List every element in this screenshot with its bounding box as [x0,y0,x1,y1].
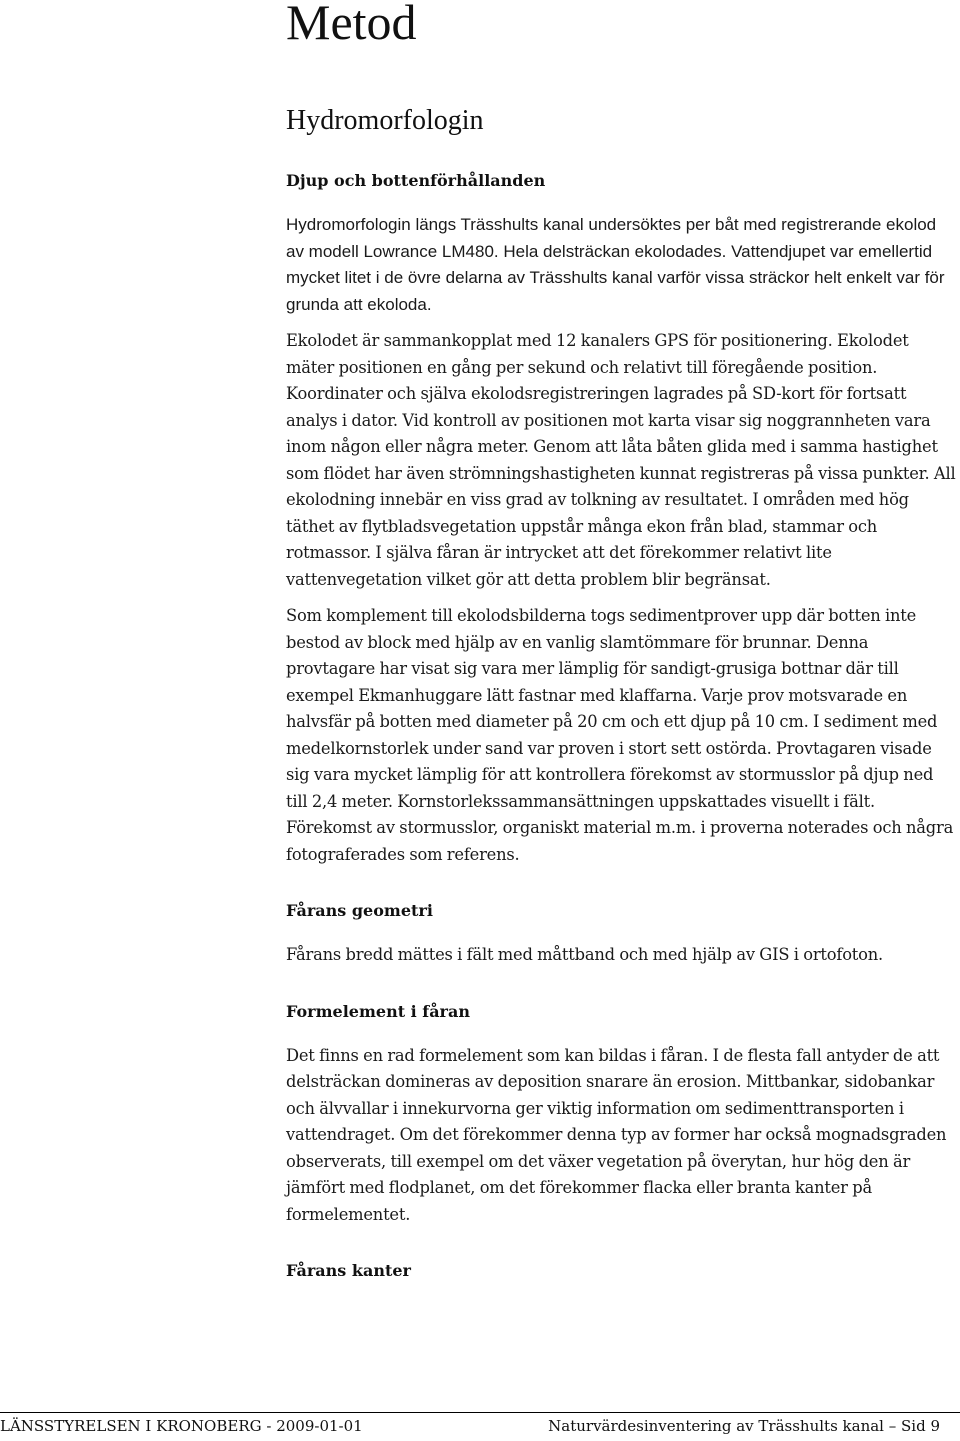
paragraph: Hydromorfologin längs Trässhults kanal undersöktes per båt med registrerande ekolod av modell Lowrance LM480. Hela delsträckan ekolodades. Vattendjupet var emellertid mycket litet i de övre delarna av Trässhults kanal varför vissa sträckor helt enkelt var för grunda att ekoloda. [286,215,945,314]
paragraph: Fårans bredd mättes i fält med måttband och med hjälp av GIS i ortofoton. [286,945,884,964]
subsection-heading: Djup och bottenförhållanden [286,171,546,190]
section-title: Hydromorfologin [286,105,484,136]
paragraph: Ekolodet är sammankopplat med 12 kanalers GPS för positionering. Ekolodet mäter positionen en gång per sekund och relativt till föregående position. Koordinater och själva ekolodsregistreringen lagrades på SD-kort för fortsatt analys i dator. Vid kontroll av positionen mot karta visar sig noggrannheten vara inom någon eller några meter. Genom att låta båten glida med i samma hastighet som flödet har även strömningshastigheten kunnat registreras på vissa punkter. All ekolodning innebär en viss grad av tolkning av resultatet. I områden med hög täthet av flytbladsvegetation uppstår många ekon från blad, stammar och rotmassor. I själva fåran är intrycket att det förekommer relativt lite vattenvegetation vilket gör att detta problem blir begränsat. [286,331,956,589]
page-title: Metod [286,0,417,50]
subsection-channel-banks [286,1258,958,1284]
paragraph: Som komplement till ekolodsbilderna togs sedimentprover upp där botten inte bestod av block med hjälp av en vanlig slamtömmare för brunnar. Denna provtagare har visat sig vara mer lämplig för sandigt-grusiga bottnar där till exempel Ekmanhuggare lätt fastnar med klaffarna. Varje prov motsvarade en halvsfär på botten med diameter på 20 cm och ett djup på 10 cm. I sediment med medelkornstorlek under sand var proven i stort sett ostörda. Provtagaren visade sig vara mycket lämplig för att kontrollera förekomst av stormusslor på djup ned till 2,4 meter. Kornstorlekssammansättningen uppskattades visuellt i fält. Förekomst av stormusslor, organiskt material m.m. i proverna noterades och några fotograferades som referens. [286,606,954,864]
subsection-form-elements [286,999,958,1229]
subsection-heading: Fårans geometri [286,901,433,920]
subsection-heading: Fårans kanter [286,1261,411,1280]
document-body [286,104,958,1302]
paragraph: Det finns en rad formelement som kan bildas i fåran. I de flesta fall antyder de att delsträckan domineras av deposition snarare än erosion. Mittbankar, sidobankar och älvvallar i innekurvorna ger viktig information om sedimenttransporten i vattendraget. Om det förekommer denna typ av former har också mognadsgraden observerats, till exempel om det växer vegetation på överytan, hur hög den är jämfört med flodplanet, om det förekommer flacka eller branta kanter på formelementet. [286,1045,947,1224]
subsection-depth-bottom [286,168,958,868]
footer-organization: LÄNSSTYRELSEN I KRONOBERG - 2009-01-01 [0,1417,363,1435]
subsection-heading: Formelement i fåran [286,1001,470,1021]
subsection-channel-geometry [286,898,958,969]
footer-document-page: Naturvärdesinventering av Trässhults kanal – Sid 9 [548,1417,940,1435]
page-footer [0,1412,960,1441]
